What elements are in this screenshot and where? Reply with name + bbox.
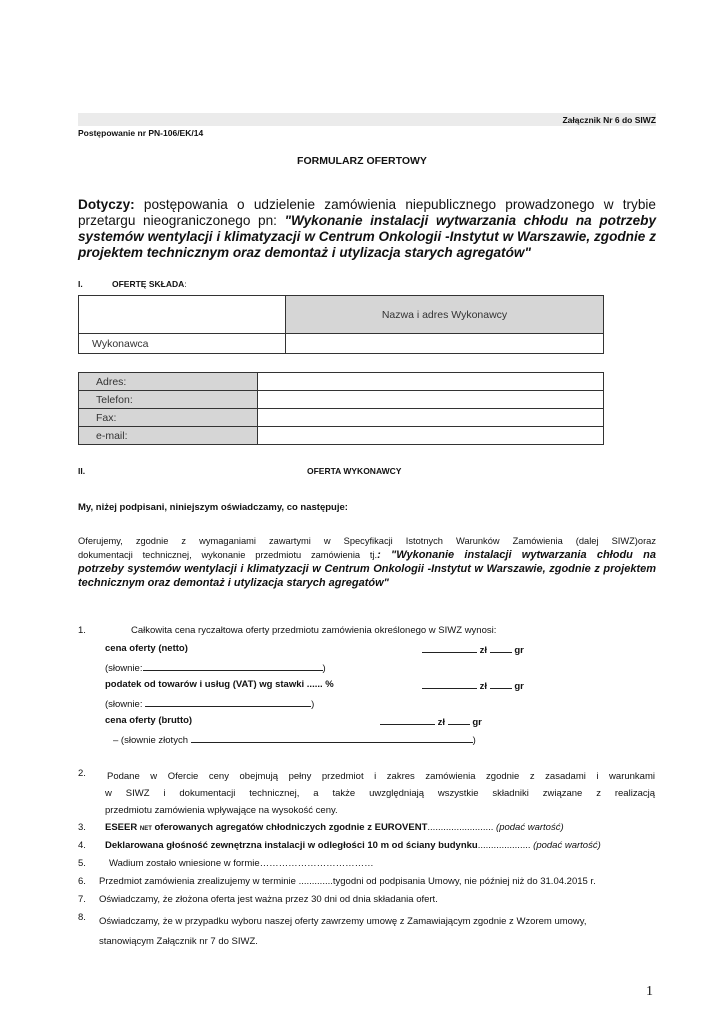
fax-field[interactable] <box>258 409 604 427</box>
net-gr-field[interactable] <box>490 643 512 653</box>
eseer-value-field[interactable]: ......................... <box>427 822 494 833</box>
address-label: Adres: <box>79 373 258 391</box>
item-3-number: 3. <box>78 822 86 833</box>
vat-gr-field[interactable] <box>490 679 512 689</box>
net-zl-field[interactable] <box>422 643 477 653</box>
vat-zl-field[interactable] <box>422 679 477 689</box>
section-1-title: OFERTĘ SKŁADA: <box>112 279 187 289</box>
item-3-text: ESEER NET oferowanych agregatów chłodniczych zgodnie z EUROVENT......................... (podać wartość) <box>105 822 564 833</box>
item-4-text: Deklarowana głośność zewnętrzna instalacji w odległości 10 m od ściany budynku.................... (podać wartość) <box>105 840 601 851</box>
address-field[interactable] <box>258 373 604 391</box>
item-7-text: Oświadczamy, że złożona oferta jest ważna przez 30 dni od dnia składania ofert. <box>99 894 438 905</box>
phone-label: Telefon: <box>79 391 258 409</box>
net-price-amount: zł gr <box>422 643 524 656</box>
gross-zl-field[interactable] <box>380 715 435 725</box>
gross-price-label: cena oferty (brutto) <box>105 715 193 726</box>
vat-words: (słownie: ) <box>105 699 315 710</box>
contractor-table-corner <box>79 296 286 334</box>
net-price-label: cena oferty (netto) <box>105 643 188 654</box>
item-2-number: 2. <box>78 768 86 779</box>
item-5-number: 5. <box>78 858 86 869</box>
item-8-number: 8. <box>78 912 86 923</box>
email-label: e-mail: <box>79 427 258 445</box>
attachment-label: Załącznik Nr 6 do SIWZ <box>562 115 656 125</box>
offer-line-4: technicznym oraz demontaż i utylizacja starych agregatów" <box>78 577 389 589</box>
concerning-line-1: Dotyczy: postępowania o udzielenie zamówienia niepublicznego prowadzonego w trybie <box>78 197 656 212</box>
contractor-table-header: Nazwa i adres Wykonawcy <box>286 296 604 334</box>
concerning-line-4: projektem technicznym oraz demontaż i utylizacja starych agregatów" <box>78 245 531 260</box>
declaration: My, niżej podpisani, niniejszym oświadczamy, co następuje: <box>78 502 348 513</box>
contractor-table <box>78 295 604 354</box>
phone-field[interactable] <box>258 391 604 409</box>
offer-line-1: Oferujemy, zgodnie z wymaganiami zawartymi w Specyfikacji Istotnych Warunków Zamówienia (dalej SIWZ)oraz <box>78 536 656 546</box>
item-1-number: 1. <box>78 625 86 636</box>
gross-price-amount: zł gr <box>380 715 482 728</box>
item-4-number: 4. <box>78 840 86 851</box>
contractor-value-field[interactable] <box>286 334 604 354</box>
item-6-number: 6. <box>78 876 86 887</box>
contact-table <box>78 372 604 445</box>
item-2-text: Podane w Ofercie ceny obejmują pełny przedmiot i zakres zamówienia zgodnie z zasadami i warunkami w SIWZ i dokumentacji technicznej, a także uwzględniają wszystkie składniki związane z realizacją przedmiotu zamówienia wpływające na wysokość ceny. <box>105 771 655 816</box>
gross-gr-field[interactable] <box>448 715 470 725</box>
vat-label: podatek od towarów i usług (VAT) wg stawki ...... % <box>105 679 334 690</box>
section-2-title: OFERTA WYKONAWCY <box>307 466 402 476</box>
fax-label: Fax: <box>79 409 258 427</box>
section-2-number: II. <box>78 466 86 476</box>
gross-words-field[interactable] <box>191 733 473 743</box>
section-1-number: I. <box>78 279 83 289</box>
page-number: 1 <box>646 984 653 999</box>
concerning-line-3: systemów wentylacji i klimatyzacji w Centrum Onkologii -Instytut w Warszawie, zgodnie z <box>78 229 656 244</box>
page-title: FORMULARZ OFERTOWY <box>297 155 427 167</box>
noise-value-field[interactable]: .................... <box>477 840 531 851</box>
item-5-text: Wadium zostało wniesione w formie……………………………… <box>109 858 374 869</box>
item-6-text: Przedmiot zamówienia zrealizujemy w terminie .............tygodni od podpisania Umowy, nie później niż do 31.04.2015 r. <box>99 876 596 887</box>
offer-paragraph <box>78 536 656 589</box>
item-7-number: 7. <box>78 894 86 905</box>
net-words: (słownie: ) <box>105 663 326 674</box>
offer-line-2: dokumentacji technicznej, wykonanie przedmiotu zamówienia tj.: "Wykonanie instalacji wytwarzania chłodu na <box>78 549 657 561</box>
concerning-block <box>78 197 656 260</box>
item-1-intro: Całkowita cena ryczałtowa oferty przedmiotu zamówienia określonego w SIWZ wynosi: <box>131 625 497 636</box>
contractor-label: Wykonawca <box>79 334 286 354</box>
case-number: Postępowanie nr PN-106/EK/14 <box>78 128 204 138</box>
vat-amount: zł gr <box>422 679 524 692</box>
item-8-text: Oświadczamy, że w przypadku wyboru naszej oferty zawrzemy umowę z Zamawiającym zgodnie z Wzorem umowy, stanowiącym Załącznik nr 7 do SIWZ. <box>99 916 587 947</box>
net-words-field[interactable] <box>143 661 323 671</box>
gross-words: – (słownie złotych ) <box>113 735 476 746</box>
concerning-line-2: przetargu nieograniczonego pn: "Wykonanie instalacji wytwarzania chłodu na potrzeby <box>78 213 657 228</box>
vat-words-field[interactable] <box>145 697 311 707</box>
concerning-label: Dotyczy: <box>78 197 135 212</box>
offer-line-3: potrzeby systemów wentylacji i klimatyzacji w Centrum Onkologii -Instytut w Warszawie, zgodnie z projektem <box>78 563 656 575</box>
email-field[interactable] <box>258 427 604 445</box>
